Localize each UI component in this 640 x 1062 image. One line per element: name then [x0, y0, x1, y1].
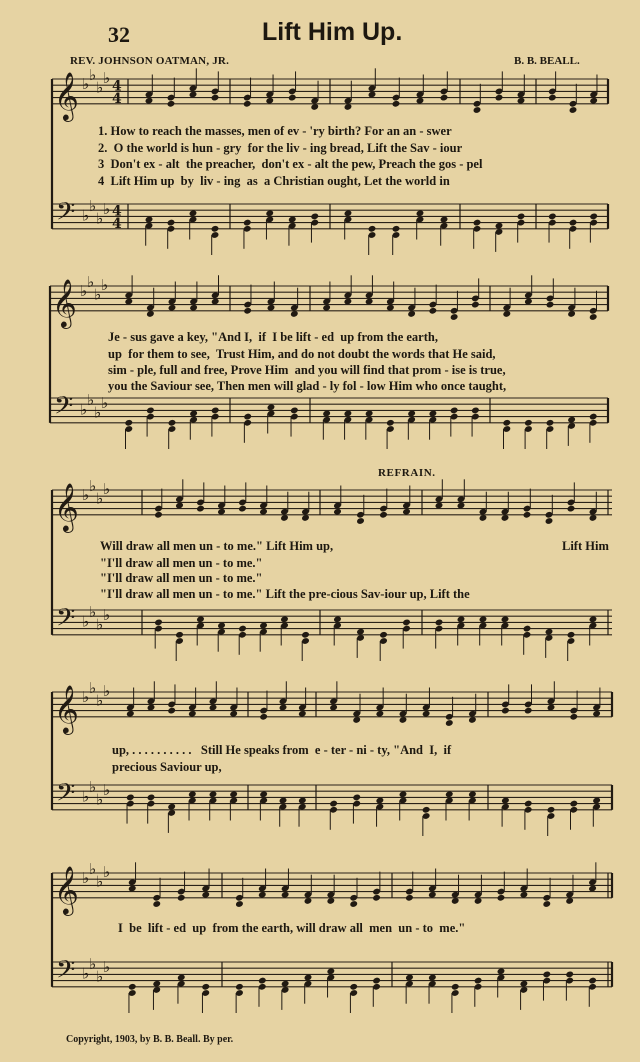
- bass-clef: 𝄢: [54, 391, 74, 427]
- flat-sign: ♭: [80, 282, 88, 301]
- note-head: [379, 631, 388, 639]
- note-head: [379, 511, 388, 519]
- lyricist-credit: REV. JOHNSON OATMAN, JR.: [70, 55, 230, 67]
- flat-sign: ♭: [96, 790, 104, 809]
- lyric-line-verse4: "I'll draw all men un - to me." Lift the pre-cious Sav-iour up, Lift the: [100, 587, 470, 601]
- flat-sign: ♭: [82, 869, 90, 888]
- flat-sign: ♭: [96, 489, 104, 508]
- note-head: [548, 94, 557, 102]
- note-head: [196, 505, 205, 513]
- note-head: [128, 983, 137, 991]
- lyric-line-verse4: you the Saviour see, Then men will glad - ly fol - low Him who once taught,: [108, 379, 507, 393]
- note-head: [372, 977, 381, 985]
- note-head: [451, 983, 460, 991]
- note-head: [126, 794, 135, 802]
- lyric-line-verse3: "I'll draw all men un - to me.": [100, 571, 263, 585]
- flat-sign: ♭: [96, 691, 104, 710]
- note-head: [290, 407, 299, 415]
- treble-clef: 𝄞: [54, 70, 79, 120]
- flat-sign: ♭: [82, 206, 90, 225]
- flat-sign: ♭: [96, 872, 104, 891]
- treble-clef: 𝄞: [54, 864, 79, 914]
- flat-sign: ♭: [89, 859, 97, 878]
- lyric-lift-him: Lift Him: [562, 539, 609, 553]
- note-head: [177, 894, 186, 902]
- note-head: [235, 900, 244, 908]
- flat-sign: ♭: [94, 285, 102, 304]
- note-head: [501, 707, 510, 715]
- note-head: [372, 894, 381, 902]
- note-head: [329, 800, 338, 808]
- flat-sign: ♭: [103, 958, 111, 977]
- note-head: [474, 977, 483, 985]
- bass-clef: 𝄢: [56, 603, 76, 639]
- note-head: [471, 301, 480, 309]
- time-signature-bottom: 4: [112, 90, 122, 107]
- note-head: [301, 631, 310, 639]
- note-head: [154, 619, 163, 627]
- treble-clef: 𝄞: [52, 277, 77, 327]
- bass-clef: 𝄢: [56, 778, 76, 814]
- flat-sign: ♭: [103, 480, 111, 498]
- lyric-line-main: up, . . . . . . . . . . Still He speaks from e - ter - ni - ty, "And I, if: [112, 743, 452, 757]
- note-head: [548, 213, 557, 221]
- note-head: [201, 983, 210, 991]
- lyric-line-verse1: Je - sus gave a key, "And I, if I be lift - ed up from the earth,: [108, 330, 438, 344]
- note-head: [175, 631, 184, 639]
- note-head: [517, 213, 526, 221]
- flat-sign: ♭: [87, 272, 95, 291]
- note-head: [402, 619, 411, 627]
- note-head: [502, 419, 511, 427]
- note-head: [211, 407, 220, 415]
- note-head: [589, 213, 598, 221]
- flat-sign: ♭: [101, 394, 109, 413]
- note-head: [435, 619, 444, 627]
- note-head: [523, 511, 532, 519]
- note-head: [473, 106, 482, 114]
- note-head: [445, 719, 454, 727]
- note-head: [450, 313, 459, 321]
- note-head: [243, 307, 252, 315]
- note-head: [238, 505, 247, 513]
- flat-sign: ♭: [82, 75, 90, 94]
- note-head: [569, 800, 578, 808]
- refrain-label: REFRAIN.: [378, 467, 436, 479]
- note-head: [146, 407, 155, 415]
- lyric-line-alt: precious Saviour up,: [112, 760, 222, 774]
- note-head: [243, 219, 252, 227]
- lyric-line-verse3: sim - ple, full and free, Prove Him and you will find that prom - ise is true,: [108, 363, 506, 377]
- flat-sign: ♭: [89, 603, 97, 622]
- note-head: [588, 977, 597, 985]
- note-head: [546, 301, 555, 309]
- note-head: [422, 806, 431, 814]
- hymn-title: Lift Him Up.: [262, 18, 403, 46]
- note-head: [152, 900, 161, 908]
- lyric-line-verse3: 3 Don't ex - alt the preacher, don't ex - alt the pew, Preach the gos - pel: [98, 157, 483, 171]
- lyric-line-verse4: 4 Lift Him up by liv - ing as a Christian ought, Let the world in: [98, 174, 450, 188]
- note-head: [546, 419, 555, 427]
- note-head: [473, 219, 482, 227]
- note-head: [243, 413, 252, 421]
- lyric-line-verse1: 1. How to reach the masses, men of ev - 'ry birth? For an an - swer: [98, 124, 452, 138]
- time-signature-bottom: 4: [112, 215, 122, 232]
- flat-sign: ♭: [94, 403, 102, 422]
- note-head: [154, 511, 163, 519]
- flat-sign: ♭: [89, 778, 97, 797]
- flat-sign: ♭: [82, 486, 90, 505]
- note-head: [235, 983, 244, 991]
- composer-credit: B. B. BEALL.: [514, 55, 580, 67]
- note-head: [547, 806, 556, 814]
- note-head: [524, 800, 533, 808]
- flat-sign: ♭: [96, 209, 104, 228]
- flat-sign: ♭: [101, 276, 109, 294]
- note-head: [124, 419, 133, 427]
- note-head: [352, 794, 361, 802]
- note-head: [450, 407, 459, 415]
- note-head: [392, 100, 401, 108]
- page-number: 32: [108, 22, 130, 47]
- note-head: [429, 307, 438, 315]
- note-head: [392, 225, 401, 233]
- lyric-line-verse2: "I'll draw all men un - to me.": [100, 556, 263, 570]
- flat-sign: ♭: [80, 400, 88, 419]
- note-head: [545, 517, 554, 525]
- copyright-notice: Copyright, 1903, by B. B. Beall. By per.: [66, 1034, 234, 1045]
- note-head: [167, 219, 176, 227]
- note-head: [569, 219, 578, 227]
- note-head: [589, 413, 598, 421]
- note-head: [542, 900, 551, 908]
- treble-clef: 𝄞: [54, 481, 79, 531]
- flat-sign: ♭: [89, 678, 97, 697]
- flat-sign: ♭: [96, 615, 104, 634]
- bass-clef: 𝄢: [56, 955, 76, 991]
- note-head: [356, 517, 365, 525]
- flat-sign: ♭: [103, 606, 111, 625]
- note-head: [565, 971, 574, 979]
- note-head: [167, 707, 176, 715]
- note-head: [368, 225, 377, 233]
- note-head: [542, 971, 551, 979]
- note-head: [288, 94, 297, 102]
- note-head: [386, 419, 395, 427]
- note-head: [523, 625, 532, 633]
- note-head: [147, 794, 156, 802]
- lyric-line-verse2: 2. O the world is hun - gry for the liv - ing bread, Lift the Sav - iour: [98, 141, 463, 155]
- note-head: [497, 894, 506, 902]
- note-head: [495, 94, 504, 102]
- note-head: [569, 713, 578, 721]
- note-head: [440, 94, 449, 102]
- note-head: [243, 100, 252, 108]
- flat-sign: ♭: [82, 787, 90, 806]
- note-head: [259, 713, 268, 721]
- flat-sign: ♭: [87, 391, 95, 410]
- flat-sign: ♭: [103, 69, 111, 87]
- bass-staff: [52, 962, 612, 987]
- flat-sign: ♭: [82, 964, 90, 983]
- bass-clef: 𝄢: [56, 197, 76, 233]
- note-head: [211, 94, 220, 102]
- note-head: [471, 407, 480, 415]
- flat-sign: ♭: [82, 688, 90, 707]
- lyric-line-verse2: up for them to see, Trust Him, and do not doubt the words that He said,: [108, 347, 496, 361]
- flat-sign: ♭: [103, 781, 111, 800]
- note-head: [589, 313, 598, 321]
- flat-sign: ♭: [82, 612, 90, 631]
- treble-clef: 𝄞: [54, 683, 79, 733]
- flat-sign: ♭: [89, 197, 97, 216]
- time-signature-top: 4: [112, 78, 122, 95]
- time-signature-top: 4: [112, 203, 122, 220]
- note-head: [567, 631, 576, 639]
- note-head: [524, 419, 533, 427]
- flat-sign: ♭: [103, 200, 111, 219]
- flat-sign: ♭: [89, 476, 97, 495]
- note-head: [524, 707, 533, 715]
- flat-sign: ♭: [89, 65, 97, 84]
- lyric-line-final: I be lift - ed up from the earth, will draw all men un - to me.": [118, 921, 466, 935]
- note-head: [349, 900, 358, 908]
- flat-sign: ♭: [103, 863, 111, 881]
- note-head: [168, 419, 177, 427]
- flat-sign: ♭: [89, 955, 97, 974]
- flat-sign: ♭: [96, 78, 104, 97]
- note-head: [258, 977, 267, 985]
- note-head: [567, 505, 576, 513]
- note-head: [211, 225, 220, 233]
- lyric-line-verse1: Will draw all men un - to me." Lift Him up,: [100, 539, 334, 553]
- note-head: [167, 100, 176, 108]
- note-head: [405, 894, 414, 902]
- note-head: [310, 213, 319, 221]
- note-head: [238, 625, 247, 633]
- note-head: [569, 106, 578, 114]
- flat-sign: ♭: [96, 967, 104, 986]
- note-head: [349, 983, 358, 991]
- flat-sign: ♭: [103, 682, 111, 700]
